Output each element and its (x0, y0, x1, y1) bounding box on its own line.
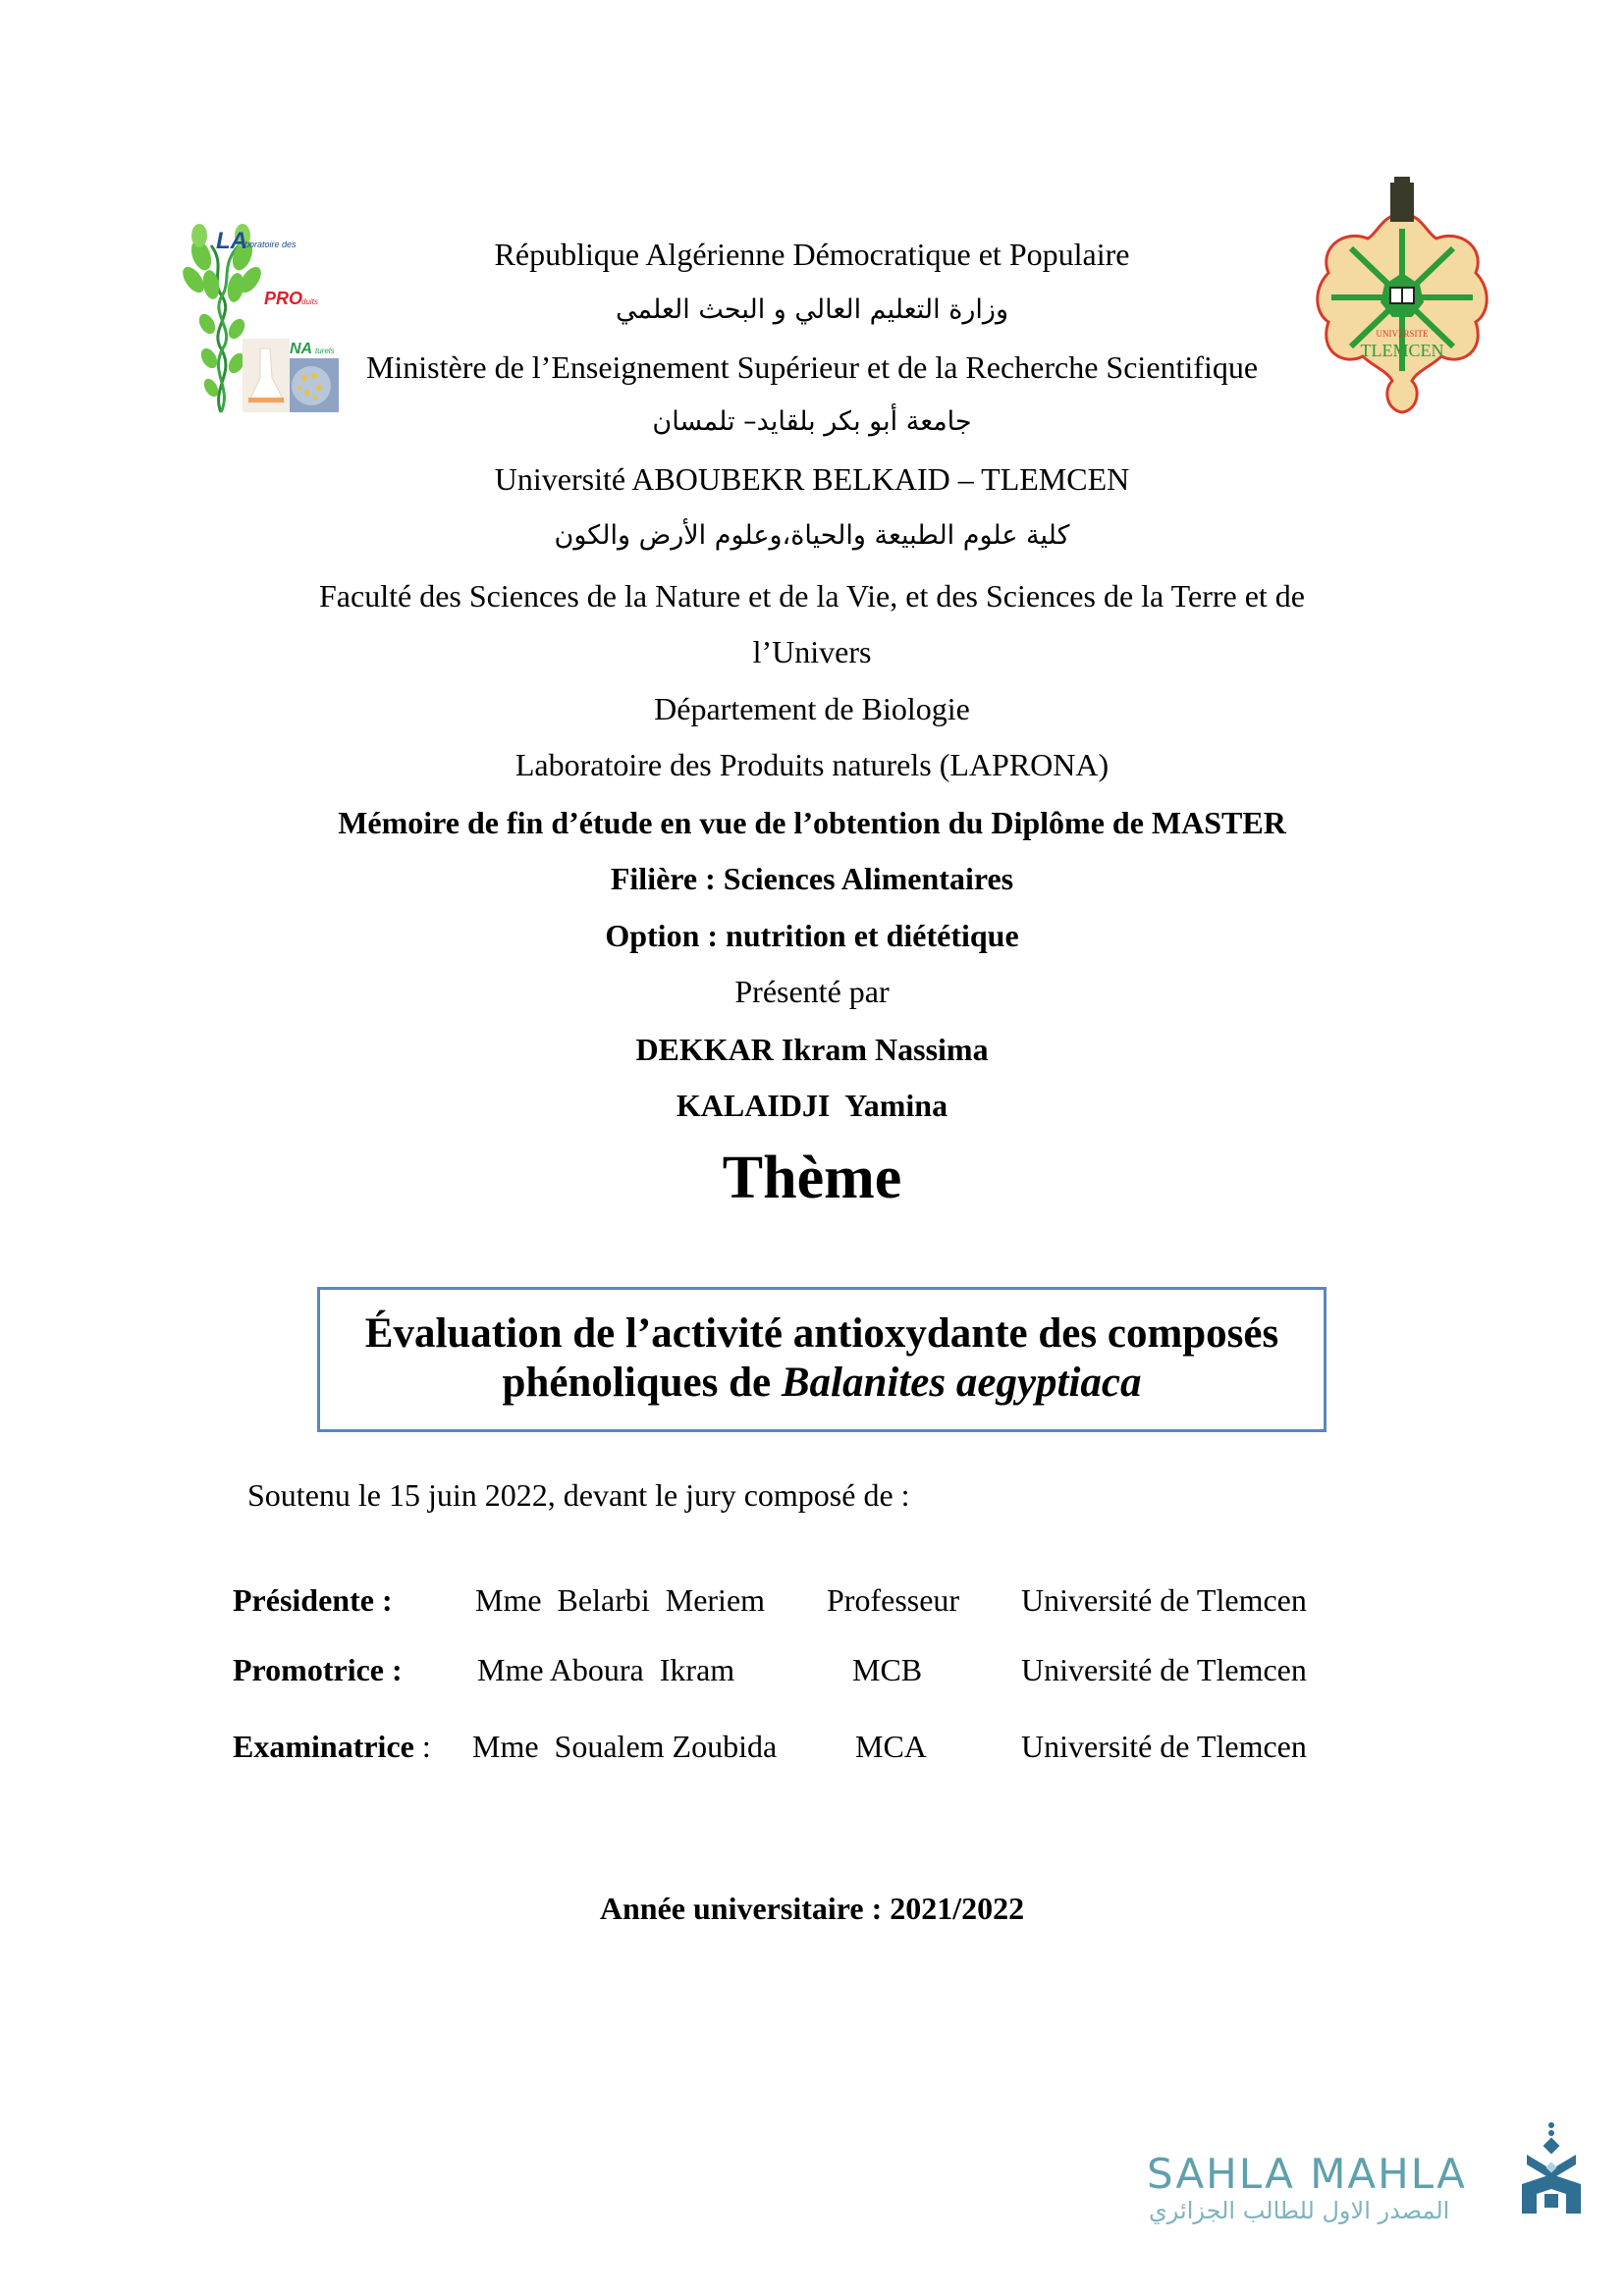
calligraphy-mark-icon (1517, 2120, 1586, 2218)
university-arabic: جامعة أبو بكر بلقايد– تلمسان (652, 406, 972, 437)
svg-text:LA: LA (216, 228, 247, 254)
author-1: DEKKAR Ikram Nassima (635, 1032, 989, 1067)
jury-name: Mme Soualem Zoubida (472, 1729, 778, 1764)
svg-text:TLEMCEN: TLEMCEN (1360, 341, 1444, 360)
jury-role: Examinatrice : (233, 1729, 431, 1764)
option-line: Option : nutrition et diététique (605, 918, 1019, 953)
jury-grade: MCB (852, 1652, 923, 1687)
jury-name: Mme Aboura Ikram (477, 1652, 735, 1687)
svg-text:boratoire des: boratoire des (244, 240, 297, 249)
filiere-line: Filière : Sciences Alimentaires (610, 861, 1014, 896)
defense-date-line: Soutenu le 15 juin 2022, devant le jury composé de : (247, 1477, 910, 1513)
jury-row-promotrice (0, 1652, 1624, 1691)
presented-by: Présenté par (734, 974, 890, 1009)
thesis-title-line2 (320, 1359, 1324, 1408)
svg-text:UNIVERSITE: UNIVERSITE (1376, 329, 1429, 339)
academic-year: Année universitaire : 2021/2022 (599, 1891, 1025, 1926)
faculty-french-line2: l’Univers (752, 634, 872, 669)
faculty-french-line1: Faculté des Sciences de la Nature et de la Vie, et des Sciences de la Terre et de (319, 578, 1305, 614)
thesis-title-prefix: phénoliques de (502, 1360, 782, 1406)
thesis-title-line1: Évaluation de l’activité antioxydante des composés (364, 1310, 1279, 1357)
republic-line: République Algérienne Démocratique et Populaire (494, 237, 1130, 272)
laboratory: Laboratoire des Produits naturels (LAPRONA) (514, 747, 1110, 782)
thesis-title (320, 1309, 1324, 1408)
faculty-arabic: كلية علوم الطبيعة والحياة،وعلوم الأرض والكون (554, 520, 1070, 551)
department: Département de Biologie (654, 691, 970, 726)
jury-name: Mme Belarbi Meriem (475, 1582, 766, 1618)
svg-text:turels: turels (315, 347, 335, 355)
theme-label: Thème (722, 1145, 902, 1211)
university-french: Université ABOUBEKR BELKAID – TLEMCEN (494, 461, 1130, 497)
jury-row-examinatrice (0, 1729, 1624, 1768)
sahla-mahla-watermark (1139, 2120, 1591, 2238)
jury-grade: MCA (855, 1729, 927, 1764)
svg-text:duits: duits (301, 297, 318, 306)
memoire-line: Mémoire de fin d’étude en vue de l’obtention du Diplôme de MASTER (338, 805, 1286, 840)
jury-institution: Université de Tlemcen (1021, 1652, 1307, 1687)
jury-role: Promotrice : (233, 1652, 403, 1687)
jury-institution: Université de Tlemcen (1021, 1729, 1307, 1764)
thesis-title-box (317, 1287, 1326, 1432)
jury-role: Présidente : (233, 1582, 393, 1618)
jury-grade: Professeur (827, 1582, 960, 1618)
watermark-tagline: المصدر الاول للطالب الجزائري (1149, 2197, 1450, 2224)
jury-institution: Université de Tlemcen (1021, 1582, 1307, 1618)
author-2: KALAIDJI Yamina (676, 1088, 948, 1123)
svg-text:NA: NA (290, 341, 313, 357)
ministry-arabic: وزارة التعليم العالي و البحث العلمي (615, 294, 1008, 325)
svg-text:PRO: PRO (264, 289, 303, 308)
watermark-name: SAHLA MAHLA (1147, 2150, 1467, 2198)
species-name: Balanites aegyptiaca (781, 1360, 1142, 1406)
ministry-french: Ministère de l’Enseignement Supérieur et de la Recherche Scientifique (365, 349, 1259, 385)
jury-row-presidente (0, 1582, 1624, 1622)
